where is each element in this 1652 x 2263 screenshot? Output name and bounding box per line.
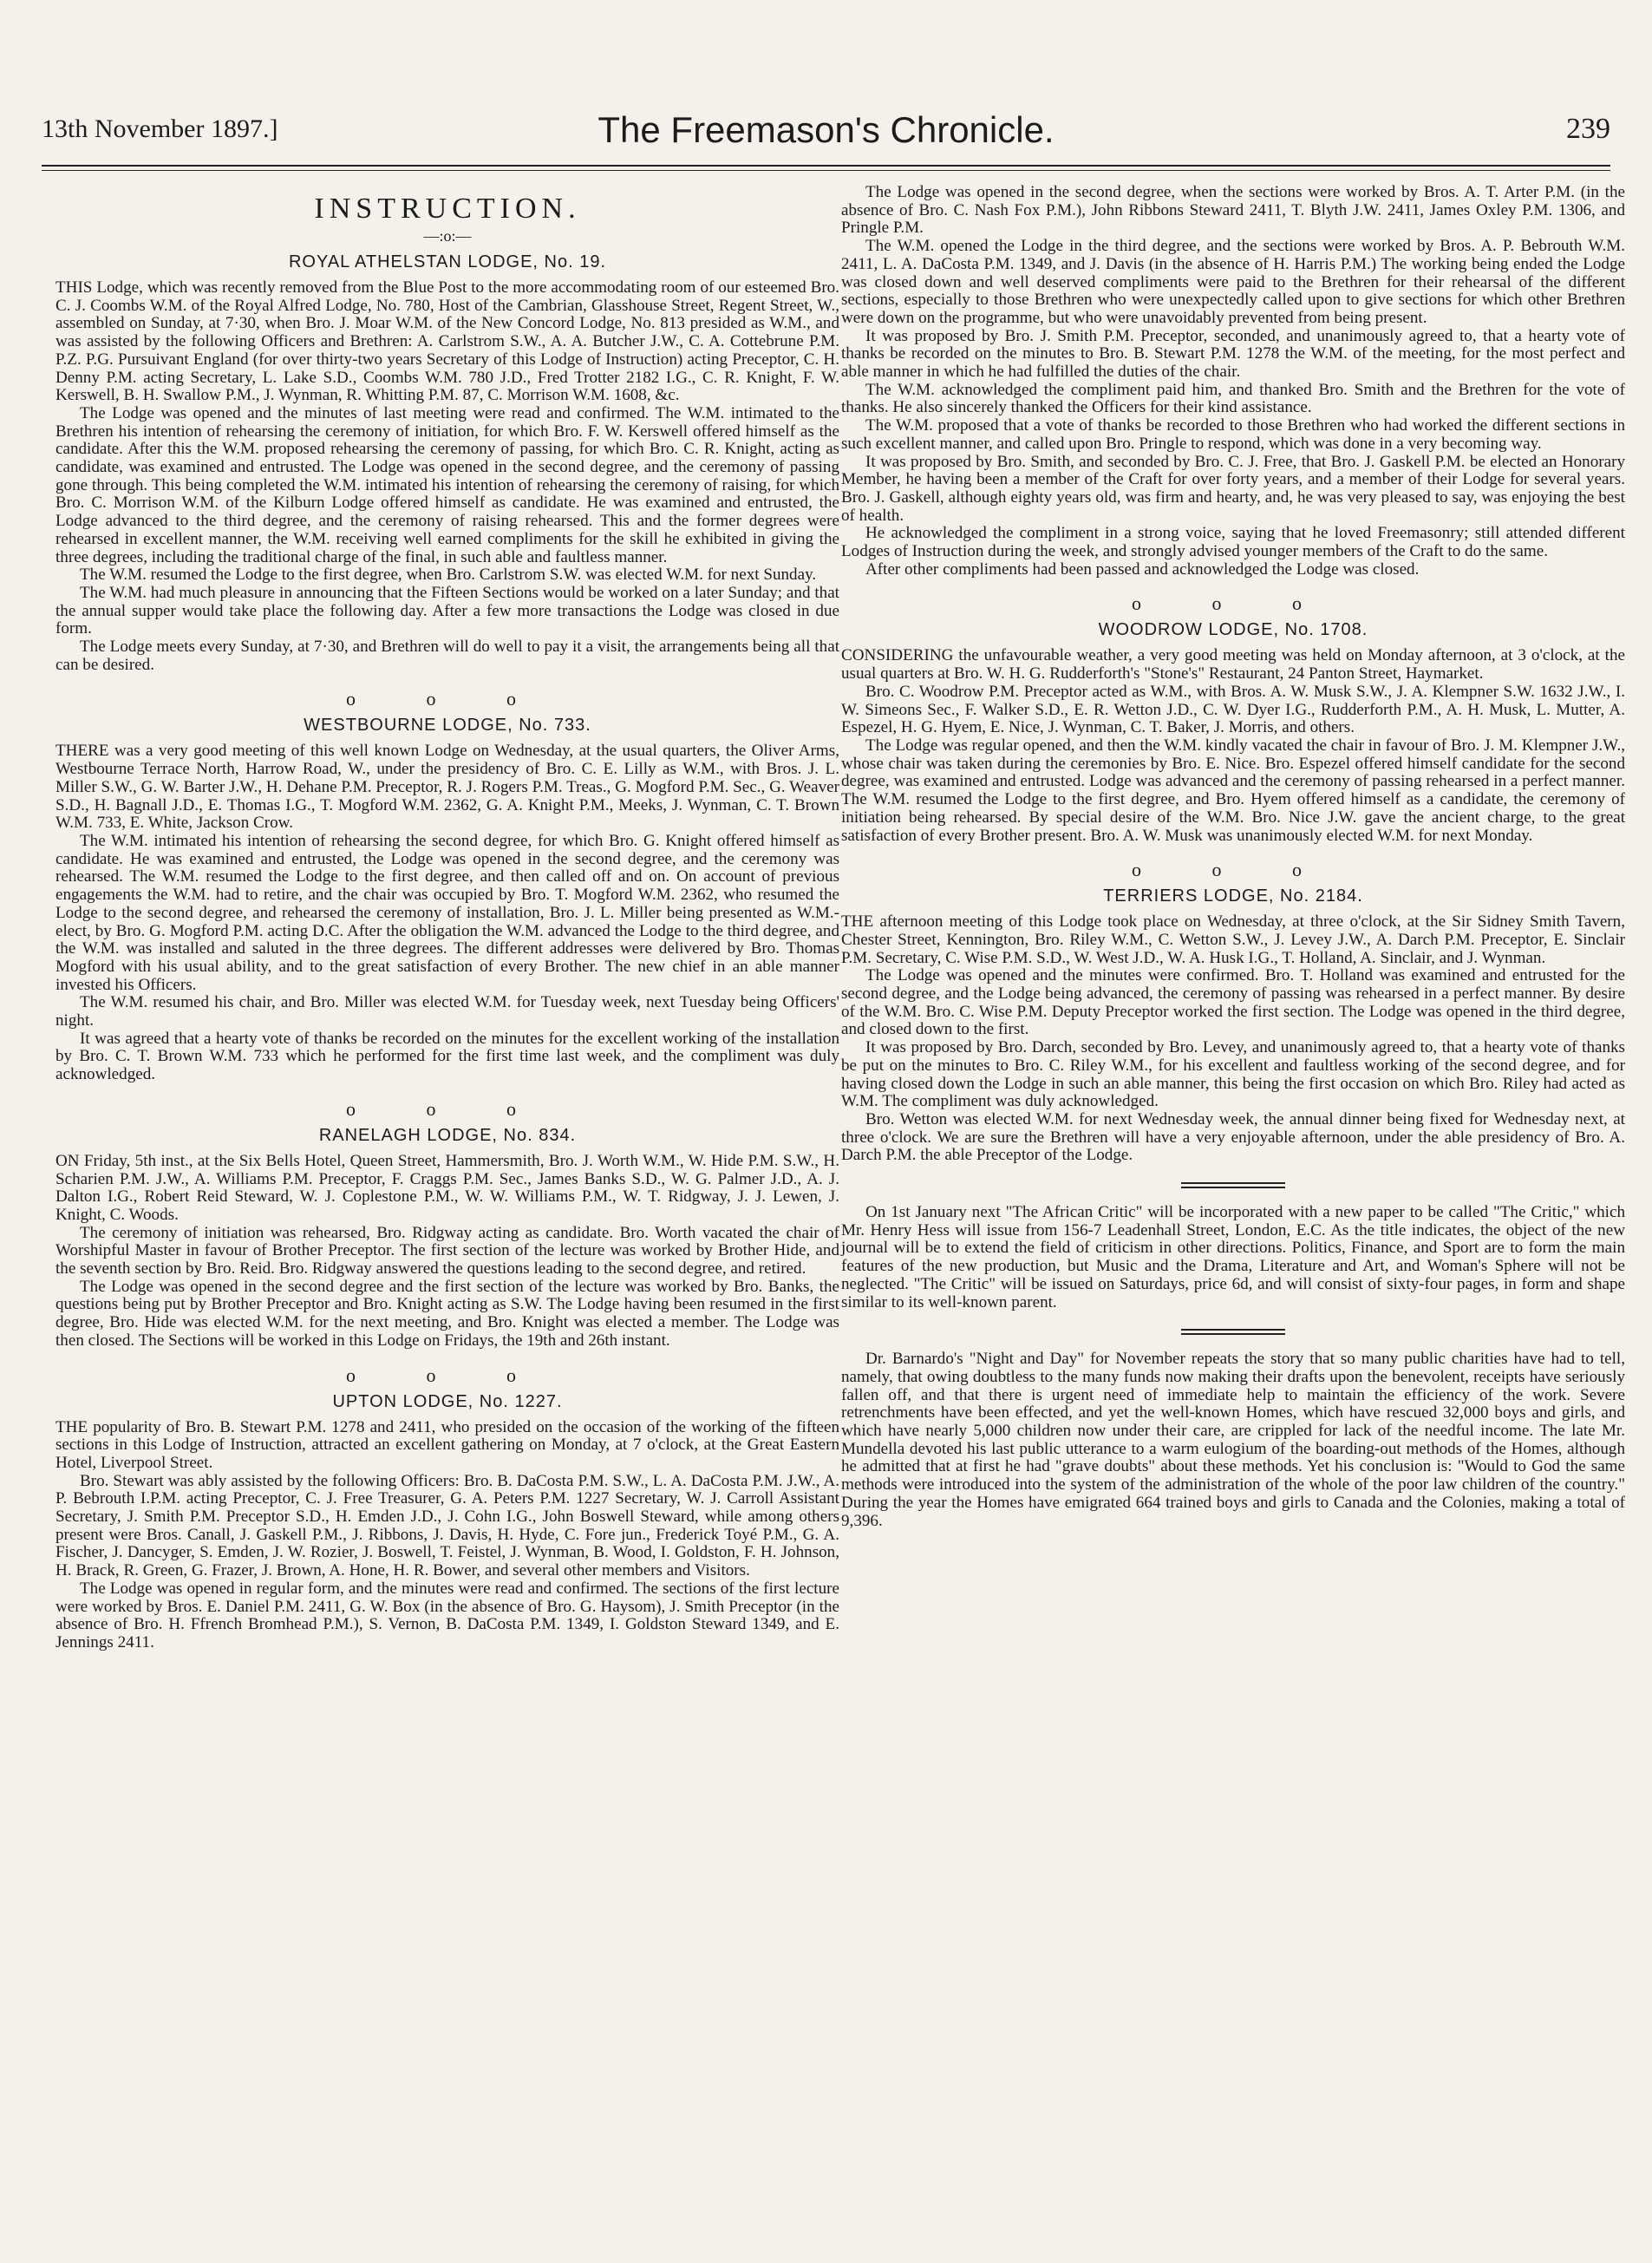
lodge-paragraph: It was proposed by Bro. Smith, and seconded by Bro. C. J. Free, that Bro. J. Gaskell P.M. be elected an Honorary Member, he having been a member of the Craft for over forty years, and a member of their Lodge for several years. Bro. J. Gaskell, although eighty years old, was firm and hearty, and, he was very pleased to say, was enjoying the best of health. — [841, 452, 1625, 525]
lodge-paragraph: The W.M. opened the Lodge in the third degree, and the sections were worked by Bros. A. P. Bebrouth W.M. 2411, L. A. DaCosta P.M. 1349, and J. Davis (in the absence of H. Harris P.M.) The working being ended the Lodge was closed down and well deserved compliments were paid to the Brethren for their rehearsal of the different sections, especially to those Brethren who were unexpectedly called upon to give sections for which other Brethren were down on the programme, but who were unavoidably prevented from being present. — [841, 237, 1625, 327]
lodge-paragraph: Bro. Stewart was ably assisted by the following Officers: Bro. B. DaCosta P.M. S.W., L. A. DaCosta P.M. J.W., A. P. Bebrouth I.P.M. acting Preceptor, C. J. Free Treasurer, G. A. Peters P.M. 1227 Secretary, W. J. Carroll Assistant Secretary, J. Smith P.M. Preceptor S.D., H. Emden J.D., J. Cohn I.G., John Boswell Steward, while among others present were Bros. Canall, J. Gaskell P.M., J. Ribbons, J. Davis, H. Hyde, C. Fore jun., Frederick Toyé P.M., G. A. Fischer, J. Dancyger, S. Emden, J. W. Rozier, J. Boswell, T. Feistel, J. Wynman, B. Wood, I. Goldston, F. H. Johnson, H. Brack, R. Green, G. Frazer, J. Brown, A. Hone, H. R. Bower, and several other members and Visitors. — [56, 1471, 839, 1580]
notice-paragraph: On 1st January next "The African Critic" will be incorporated with a new paper to be called "The Critic," which Mr. Henry Hess will issue from 156-7 Leadenhall Street, London, E.C. As the title indicates, the object of the new journal will be to extend the field of criticism in other directions. Politics, Finance, and Sport are to form the main features of the new production, but Music and the Drama, Literature and Art, and Woman's Sphere will not be neglected. "The Critic" will be issued on Saturdays, price 6d, and will consist of sixty-four pages, in form and shape similar to its well-known parent. — [841, 1203, 1625, 1311]
lodge-paragraph: It was agreed that a hearty vote of thanks be recorded on the minutes for the excellent working of the installation by Bro. C. T. Brown W.M. 733 which he performed for the first time last week, and the compliment was duly acknowledged. — [56, 1029, 839, 1084]
section-separator: o o o — [1132, 592, 1335, 615]
lodge-paragraph: It was proposed by Bro. Darch, seconded by Bro. Levey, and unanimously agreed to, that a hearty vote of thanks be put on the minutes to Bro. C. Riley W.M., for his excellent and faultless working of the second degree, and for having closed down the Lodge in such an able manner, this being the first occasion on which Bro. Riley had acted as W.M. The compliment was duly acknowledged. — [841, 1038, 1625, 1111]
lodge-title: TERRIERS LODGE, No. 2184. — [1103, 886, 1363, 906]
lodge-paragraph: He acknowledged the compliment in a strong voice, saying that he loved Freemasonry; still attended different Lodges of Instruction during the week, and strongly advised younger members of the Craft to do the same. — [841, 524, 1625, 561]
lodge-paragraph: THE afternoon meeting of this Lodge took place on Wednesday, at three o'clock, at the Sir Sidney Smith Tavern, Chester Street, Kennington, Bro. Riley W.M., C. Wetton S.W., J. Levey J.W., A. Darch P.M. Preceptor, E. Sinclair P.M. Secretary, C. Wise P.M. S.D., W. West J.D., W. A. Husk I.G., T. Holland, A. Sinclair, and J. Wynman. — [841, 912, 1625, 967]
page-number: 239 — [1566, 113, 1610, 145]
lodge-paragraph: The W.M. had much pleasure in announcing that the Fifteen Sections would be worked on a later Sunday; and that the annual supper would take place the following day. After a few more transactions the Lodge was closed in due form. — [56, 583, 839, 638]
newspaper-title: The Freemason's Chronicle. — [597, 109, 1055, 150]
lodge-paragraph: Bro. C. Woodrow P.M. Preceptor acted as W.M., with Bros. A. W. Musk S.W., J. A. Klempner S.W. 1632 J.W., I. W. Simeons Sec., F. Walker S.D., E. R. Wetton J.D., C. W. Dyer I.G., Rudderforth P.M., A. H. Musk, L. Mutter, A. Espezel, H. G. Hyem, E. Nice, J. Wynman, C. T. Baker, J. Morris, and others. — [841, 682, 1625, 737]
section-separator: o o o — [346, 1364, 549, 1386]
lodge-paragraph: The Lodge was opened and the minutes were confirmed. Bro. T. Holland was examined and entrusted for the second degree, and the Lodge being advanced, the ceremony of passing was rehearsed in a perfect manner. By desire of the W.M. Bro. C. Wise P.M. Deputy Preceptor worked the first section. The Lodge was opened in the third degree, and closed down to the first. — [841, 966, 1625, 1039]
lodge-title: WOODROW LODGE, No. 1708. — [1098, 620, 1368, 640]
lodge-title: RANELAGH LODGE, No. 834. — [318, 1125, 577, 1145]
left-column — [56, 184, 839, 1652]
lodge-paragraph: ON Friday, 5th inst., at the Six Bells Hotel, Queen Street, Hammersmith, Bro. J. Worth W.M., W. Hide P.M. S.W., H. Scharien P.M. J.W., A. Williams P.M. Preceptor, F. Craggs P.M. Sec., James Banks S.D., W. G. Palmer J.D., A. J. Dalton I.G., Robert Reid Steward, W. J. Coplestone P.M., W. W. Williams P.M., W. T. Ridgway, J. J. Lewen, J. Knight, C. Woods. — [56, 1151, 839, 1224]
lodge-paragraph: It was proposed by Bro. J. Smith P.M. Preceptor, seconded, and unanimously agreed to, that a hearty vote of thanks be recorded on the minutes to Bro. B. Stewart P.M. 1278 the W.M. of the meeting, for the most perfect and able manner in which he had fulfilled the duties of the chair. — [841, 326, 1625, 382]
lodge-paragraph: CONSIDERING the unfavourable weather, a very good meeting was held on Monday afternoon, at 3 o'clock, at the usual quarters at Bro. W. H. G. Rudderforth's "Stone's" Restaurant, 24 Panton Street, Haymarket. — [841, 646, 1625, 683]
issue-date: 13th November 1897.] — [42, 114, 278, 143]
double-rule-divider — [1181, 1182, 1285, 1188]
lodge-paragraph: The W.M. intimated his intention of rehearsing the second degree, for which Bro. G. Knight offered himself as candidate. He was examined and entrusted, the Lodge was opened in the second degree, and the ceremony was rehearsed. The W.M. resumed the Lodge to the first degree, and then called off and on. On account of previous engagements the W.M. had to retire, and the chair was occupied by Bro. T. Mogford W.M. 2362, who resumed the Lodge to the second degree, and rehearsed the ceremony of installation, Bro. J. L. Miller being presented as W.M.-elect, by Bro. G. Mogford P.M. acting D.C. After the obligation the W.M. advanced the Lodge to the third degree, and the W.M. was installed and saluted in the three degrees. The different addresses were delivered by Bro. Thomas Mogford with his usual ability, and to the great satisfaction of every Brother. The new chief in an able manner invested his Officers. — [56, 831, 839, 994]
masthead — [42, 102, 1610, 167]
lodge-paragraph: THERE was a very good meeting of this well known Lodge on Wednesday, at the usual quarters, the Oliver Arms, Westbourne Terrace North, Harrow Road, W., under the presidency of Bro. C. E. Lilly as W.M., with Bros. J. L. Miller S.W., G. W. Barter J.W., H. Dehane P.M. Preceptor, R. J. Rogers P.M. Treas., G. Mogford P.M. Sec., G. Weaver S.D., H. Bagnall J.D., E. Thomas I.G., T. Mogford W.M. 2362, G. A. Knight P.M., Meeks, J. Wynman, C. T. Brown W.M. 733, E. White, Jackson Crow. — [56, 742, 839, 833]
section-separator: o o o — [346, 688, 549, 710]
lodge-title: ROYAL ATHELSTAN LODGE, No. 19. — [288, 252, 607, 271]
heading-ornament: —:o:— — [423, 227, 472, 245]
lodge-paragraph: THIS Lodge, which was recently removed from the Blue Post to the more accommodating room of our esteemed Bro. C. J. Coombs W.M. of the Royal Alfred Lodge, No. 780, Host of the Cambrian, Glasshouse Street, Regent Street, W., assembled on Sunday, at 7·30, when Bro. J. Moar W.M. of the New Concord Lodge, No. 813 presided as W.M., and was assisted by the following Officers and Brethren: A. Carlstrom S.W., A. A. Butcher J.W., C. A. Cottebrune P.M. P.Z. P.G. Pursuivant England (for over thirty-two years Secretary of this Lodge of Instruction) acting Preceptor, C. H. Denny P.M. acting Secretary, L. Lake S.D., Coombs W.M. 780 J.D., Fred Trotter 2182 I.G., C. R. Knight, F. W. Kerswell, B. H. Swallow P.M., J. Wynman, R. Whitting P.M. 87, C. Morrison W.M. 1608, &c. — [56, 278, 839, 405]
lodge-paragraph: The Lodge meets every Sunday, at 7·30, and Brethren will do well to pay it a visit, the arrangements being all that can be desired. — [56, 638, 839, 674]
lodge-paragraph: The W.M. resumed his chair, and Bro. Miller was elected W.M. for Tuesday week, next Tuesday being Officers' night. — [56, 993, 839, 1030]
main-heading: INSTRUCTION. — [314, 193, 581, 225]
lodge-paragraph: The Lodge was opened and the minutes of last meeting were read and confirmed. The W.M. intimated to the Brethren his intention of rehearsing the ceremony of initiation, for which Bro. F. W. Kerswell offered himself as the candidate. After this the W.M. proposed rehearsing the ceremony of passing, for which Bro. C. R. Knight, acting as candidate, was examined and entrusted. The Lodge was opened in the second degree, and the ceremony of passing gone through. This being completed the W.M. intimated his intention of rehearsing the ceremony of raising, for which Bro. C. Morrison W.M. of the Kilburn Lodge offered himself as candidate. He was examined and entrusted, the Lodge advanced to the third degree, and the ceremony of raising rehearsed. This and the former degrees were rehearsed in excellent manner, the W.M. receiving well earned compliments for the skill he exhibited in giving the three degrees, including the traditional charge of the final, in such able and faultless manner. — [56, 403, 839, 566]
lodge-paragraph: The ceremony of initiation was rehearsed, Bro. Ridgway acting as candidate. Bro. Worth vacated the chair of Worshipful Master in favour of Brother Preceptor. The first section of the lecture was worked by Brother Hide, and the seventh section by Bro. Reid. Bro. Ridgway answered the questions leading to the second degree, and retired. — [56, 1223, 839, 1279]
double-rule-divider — [1181, 1329, 1285, 1335]
lodge-paragraph: The Lodge was opened in regular form, and the minutes were read and confirmed. The sections of the first lecture were worked by Bros. E. Daniel P.M. 2411, G. W. Box (in the absence of Bro. G. Haysom), J. Smith Preceptor (in the absence of Bro. H. Ffrench Bromhead P.M.), S. Vernon, B. DaCosta P.M. 1349, I. Goldston Steward 1349, and E. Jennings 2411. — [56, 1579, 839, 1651]
lodge-title: UPTON LODGE, No. 1227. — [332, 1391, 563, 1411]
lodge-paragraph: After other compliments had been passed and acknowledged the Lodge was closed. — [865, 559, 1420, 579]
lodge-paragraph: The Lodge was opened in the second degree and the first section of the lecture was worked by Bro. Banks, the questions being put by Brother Preceptor and Bro. Knight acting as S.W. The Lodge having been resumed in the first degree, Bro. Hide was elected W.M. for the next meeting, and Bro. Knight was elected a member. The Lodge was then closed. The Sections will be worked in this Lodge on Fridays, the 19th and 26th instant. — [56, 1277, 839, 1350]
lodge-paragraph: The W.M. acknowledged the compliment paid him, and thanked Bro. Smith and the Brethren for the vote of thanks. He also sincerely thanked the Officers for their kind assistance. — [841, 380, 1625, 417]
notice-paragraph: Dr. Barnardo's "Night and Day" for November repeats the story that so many public charities have had to tell, namely, that owing doubtless to the many funds now making their drafts upon the benevolent, receipts have seriously fallen off, and that there is urgent need of immediate help to maintain the efficiency of the work. Severe retrenchments have been effected, and yet the well-known Homes, which have rescued 32,000 boys and girls, and which have nearly 5,000 children now under their care, are crippled for lack of the needful income. The late Mr. Mundella devoted his last public utterance to a warm eulogium of the boarding-out methods of the Homes, although he admitted that at first he had "grave doubts" about these methods. Yet his conclusion is: "Would to God the same methods were introduced into the system of the administration of the whole of the poor law children of the country." During the year the Homes have emigrated 664 trained boys and girls to Canada and the Colonies, making a total of 9,396. — [841, 1350, 1625, 1530]
lodge-paragraph: THE popularity of Bro. B. Stewart P.M. 1278 and 2411, who presided on the occasion of the working of the fifteen sections in this Lodge of Instruction, attracted an excellent gathering on Monday, at 7 o'clock, at the Great Eastern Hotel, Liverpool Street. — [56, 1417, 839, 1472]
lodge-paragraph: The Lodge was opened in the second degree, when the sections were worked by Bros. A. T. Arter P.M. (in the absence of Bro. C. Nash Fox P.M.), John Ribbons Steward 2411, T. Blyth J.W. 2411, James Oxley P.M. 1306, and Pringle P.M. — [841, 183, 1625, 238]
lodge-paragraph: The Lodge was regular opened, and then the W.M. kindly vacated the chair in favour of Bro. J. M. Klempner J.W., whose chair was taken during the ceremonies by Bro. E. Nice. Bro. Espezel offered himself candidate for the second degree, was examined and entrusted. Lodge was advanced and the ceremony of passing rehearsed in a perfect manner. The W.M. resumed the Lodge to the first degree, and Bro. Hyem offered himself as a candidate, the ceremony of initiation being rehearsed. By special desire of the W.M. Bro. Nice J.W. gave the ancient charge, to the great satisfaction of every Brother present. Bro. A. W. Musk was unanimously elected W.M. for next Monday. — [841, 736, 1625, 845]
lodge-paragraph: Bro. Wetton was elected W.M. for next Wednesday week, the annual dinner being fixed for Wednesday next, at three o'clock. We are sure the Brethren will have a very enjoyable afternoon, under the able presidency of Bro. A. Darch P.M. the able Preceptor of the Lodge. — [841, 1109, 1625, 1165]
section-separator: o o o — [1132, 859, 1335, 881]
lodge-title: WESTBOURNE LODGE, No. 733. — [304, 716, 591, 736]
section-separator: o o o — [346, 1097, 549, 1120]
lodge-paragraph: The W.M. proposed that a vote of thanks be recorded to those Brethren who had worked the different sections in such excellent manner, and called upon Bro. Pringle to respond, which was done in a very becoming way. — [841, 416, 1625, 453]
right-column — [841, 184, 1625, 1530]
masthead-rule — [42, 170, 1610, 171]
lodge-paragraph: The W.M. resumed the Lodge to the first degree, when Bro. Carlstrom S.W. was elected W.M. for next Sunday. — [80, 566, 817, 585]
